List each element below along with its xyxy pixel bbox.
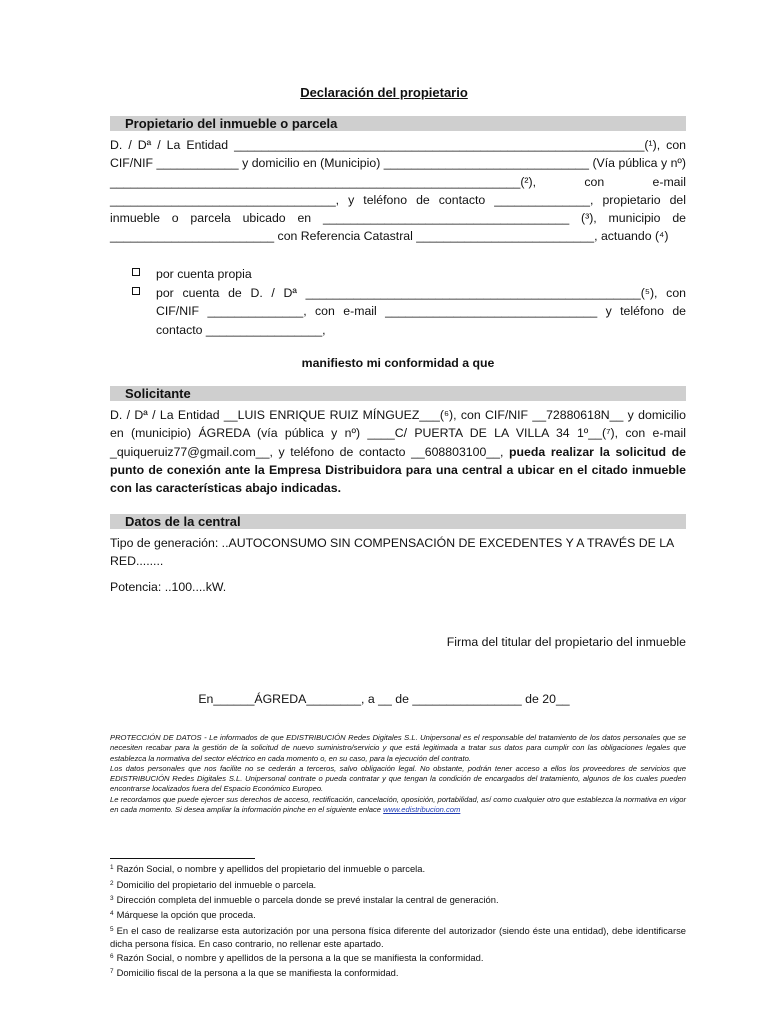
footnote-text: Márquese la opción que proceda. [116,909,256,920]
footnote-2 [110,878,686,892]
footnote-number: 3 [110,895,114,902]
footnote-7 [110,966,686,980]
checkbox-on-behalf[interactable] [132,287,140,295]
footnote-4 [110,908,686,922]
conformity-statement: manifiesto mi conformidad a que [301,356,495,370]
page-title [0,85,768,100]
footnote-6 [110,951,686,965]
checkbox-own-account[interactable] [132,268,140,276]
owner-declaration-text: D. / Dª / La Entidad ____________________________________________________________(¹), con CIF/NIF ____________ y domicilio en (Municipio) ______________________________ (Vía pública y nº) ____________________________________________________________(²), con e-mail _________________________________, y teléfono de contacto ______________, propietario del inmueble o parcela ubicado en ____________________________________ (³), municipio de ________________________ con Referencia Catastral __________________________, actuando (⁴) [110,138,686,244]
footnote-text: Razón Social, o nombre y apellidos de la persona a la que se manifiesta la conformidad. [116,952,484,963]
footnote-1 [110,862,686,876]
signature-label: Firma del titular del propietario del inmueble [446,635,686,649]
footnote-5 [110,924,686,951]
footnote-number: 6 [110,953,114,960]
option-own-account-label: por cuenta propia [156,267,252,281]
power-rating: Potencia: ..100....kW. [110,580,227,594]
applicant-declaration-text [110,406,686,497]
generation-type: Tipo de generación: ..AUTOCONSUMO SIN COMPENSACIÓN DE EXCEDENTES Y A TRAVÉS DE LA RED........ [110,536,674,569]
data-protection-notice [110,733,686,815]
option-own-account[interactable] [132,265,686,283]
applicant-details: D. / Dª / La Entidad __LUIS ENRIQUE RUIZ MÍNGUEZ___(⁶), con CIF/NIF __72880618N__ y domicilio en (municipio) ÁGREDA (vía pública y nº) ____C/ PUERTA DE LA VILLA 34 1º__(⁷), con e-mail _quiqueruiz77@gmail.com__, y teléfono de contacto __608803100__, [110,408,686,459]
footnote-separator [110,858,255,859]
footnote-text: En el caso de realizarse esta autorización por una persona física diferente del autorizador (siendo éste una entidad), debe identificarse dicha persona física. En caso contrario, no rellenar este apartado. [110,925,686,949]
footnote-number: 4 [110,910,114,917]
edistribucion-link[interactable]: www.edistribucion.com [383,805,461,815]
footnote-number: 2 [110,880,114,887]
option-on-behalf[interactable] [132,284,686,340]
footnote-number: 1 [110,864,114,871]
footnote-text: Domicilio del propietario del inmueble o parcela. [116,879,317,890]
footnote-text: Domicilio fiscal de la persona a la que se manifiesta la conformidad. [116,967,399,978]
place-date-line: En______ÁGREDA________, a __ de ________________ de 20__ [198,692,570,706]
plant-section-heading: Datos de la central [110,514,686,529]
footnote-text: Razón Social, o nombre y apellidos del propietario del inmueble o parcela. [116,863,426,874]
footnote-number: 7 [110,968,114,975]
footnote-number: 5 [110,926,114,933]
applicant-section-heading: Solicitante [110,386,686,401]
data-protection-text: PROTECCIÓN DE DATOS - Le informados de que EDISTRIBUCIÓN Redes Digitales S.L. Unipersonal es el responsable del tratamiento de los datos personales que se necesiten recabar para la gestión de la solicitud de nuevo suministro/servicio y que está legitimada a tratar sus datos para cumplir con las obligaciones legales que establezca la normativa del sector eléctrico en cada momento o, en su caso, para la ejecución del contrato. Los datos personales que nos facilite no se cederán a terceros, salvo obligación legal. No obstante, podrán tener acceso a ellos los proveedores de servicios que EDISTRIBUCIÓN Redes Digitales S.L. Unipersonal contrate o pueda contratar y que tengan la condición de encargados del tratamiento, algunos de los cuales pueden encontrarse localizados fuera del Espacio Económico Europeo. Le recordamos que puede ejercer sus derechos de acceso, rectificación, cancelación, oposición, portabilidad, así como cualquier otro que establezca la normativa en vigor en cada momento. Si desea ampliar la información pinche en el siguiente enlace [110,733,686,815]
applicant-request-statement: pueda realizar la solicitud de punto de conexión ante la Empresa Distribuidora para una central a ubicar en el citado inmueble con las características abajo indicadas. [110,444,686,496]
owner-section-heading: Propietario del inmueble o parcela [110,116,686,131]
option-on-behalf-label: por cuenta de D. / Dª _________________________________________________(⁵), con CIF/NIF ______________, con e-mail _______________________________ y teléfono de contacto _________________, [156,286,686,337]
title-text: Declaración del propietario [300,85,468,100]
footnote-3 [110,893,686,907]
footnote-text: Dirección completa del inmueble o parcela donde se prevé instalar la central de generación. [116,894,499,905]
